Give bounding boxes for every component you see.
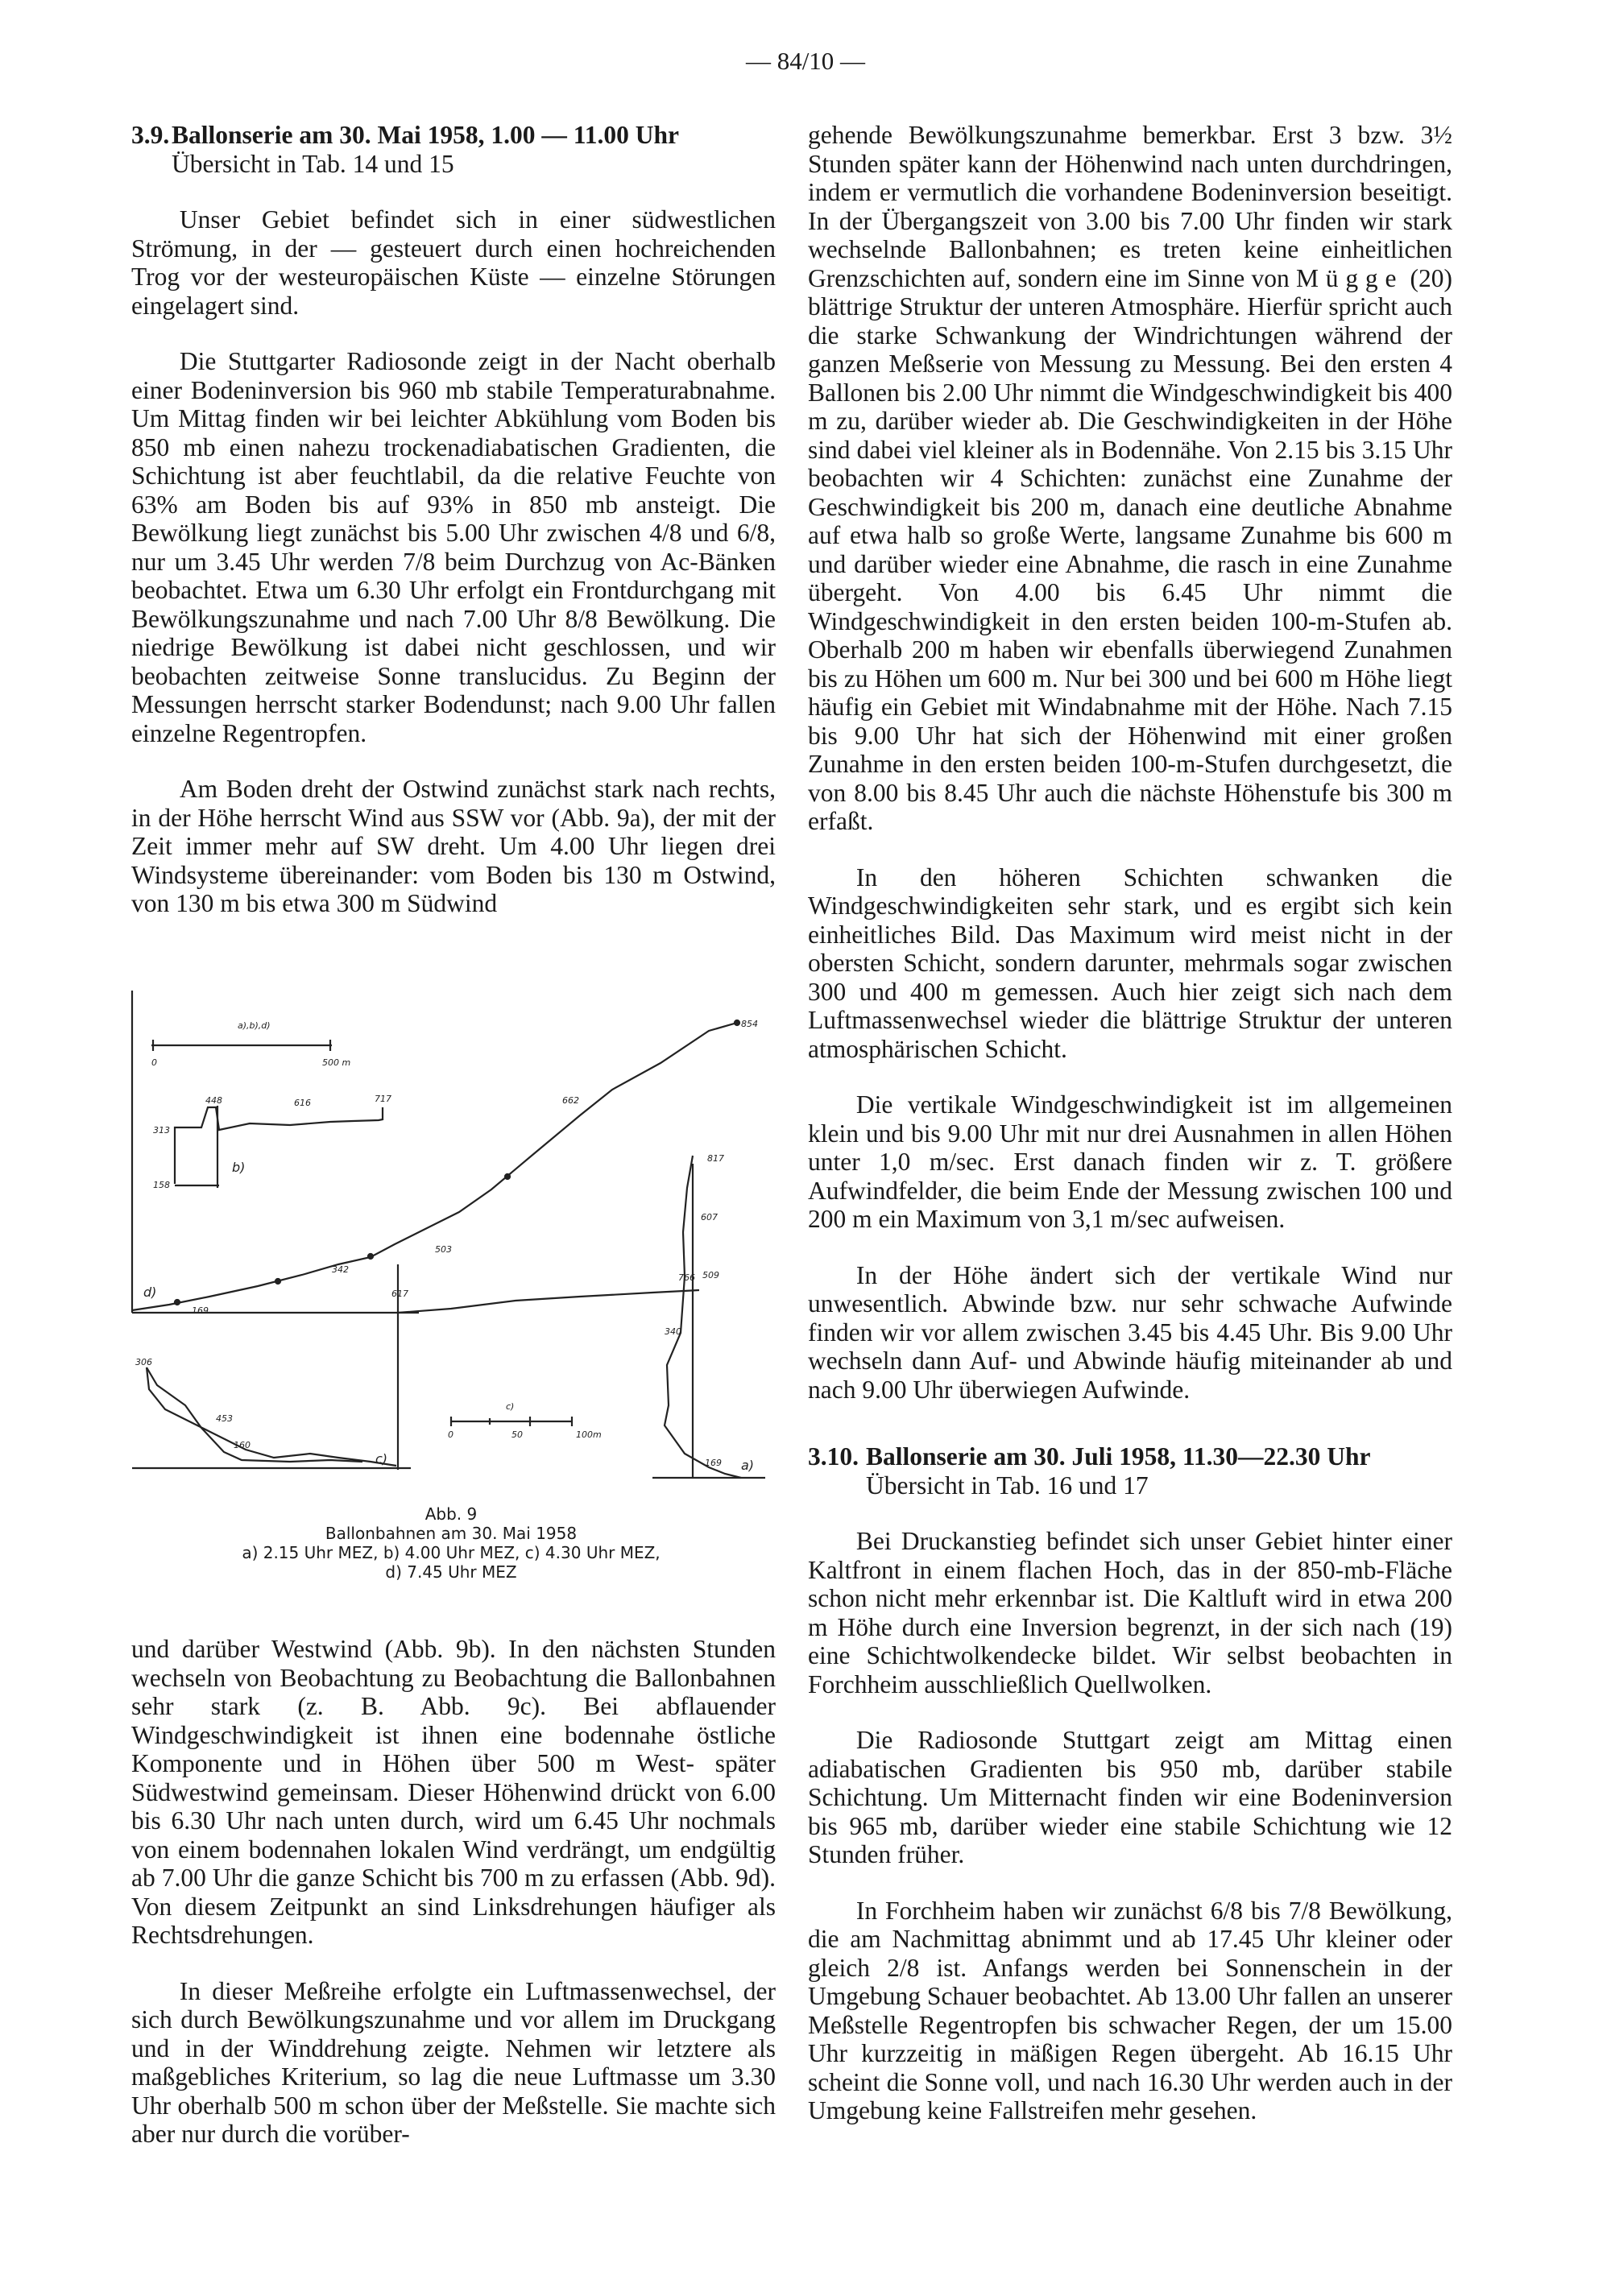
figure-title: Ballonbahnen am 30. Mai 1958 (325, 1524, 578, 1543)
section-number: 3.10. (808, 1442, 859, 1471)
paragraph-text: gehende Bewölkungszunahme bemerkbar. Erst 3 bzw. 3½ Stunden später kann der Höhenwind nach unten durchdringen, indem er vermutlich die vorhandene Bodeninversion beseitigt. In der Übergangszeit von 3.00 bis 7.00 Uhr finden wir stark wechselnde Ballonbahnen; es treten keine einheitlichen Grenzschichten auf, sondern eine im Sinne von (808, 121, 1452, 292)
scale-label: a),b),d) (238, 1020, 271, 1031)
paragraph-text: (20) blättrige Struktur der unteren Atmosphäre. Hierfür spricht auch die starke Schwankung der Windrichtungen während der ganzen Meßserie von Messung zu Messung. Bei den ersten 4 Ballonen bis 2.00 Uhr nimmt die Windgeschwindigkeit bis 400 m zu, darüber wieder ab. Die Geschwindigkeiten in der Höhe sind dabei viel kleiner als in Bodennähe. Von 2.15 bis 3.15 Uhr beobachten wir 4 Schichten: zunächst eine Zunahme der Geschwindigkeit bis 200 m, danach eine deutliche Abnahme auf etwa halb so große Werte, langsame Zunahme bis 600 m und darüber wieder eine Abnahme, die rasch in eine Zunahme übergeht. Von 4.00 bis 6.45 Uhr nimmt die Windgeschwindigkeit in den ersten beiden 100-m-Stufen ab. Oberhalb 200 m haben wir ebenfalls überwiegend Zunahmen bis zu Höhen um 600 m. Nur bei 300 und bei 600 m Höhe liegt häufig ein Gebiet mit Windabnahme mit der Höhe. Nach 7.15 bis 9.00 Uhr hat sich der Höhenwind mit einer großen Zunahme in den ersten beiden 100-m-Stufen durchgesetzt, die von 8.00 bis 8.45 Uhr auch die nächste Höhenstufe bis 300 m erfaßt. (808, 263, 1453, 835)
point-label: 717 (375, 1094, 391, 1104)
section-number: 3.9. (131, 121, 170, 149)
paragraph: In den höheren Schichten schwanken die Windgeschwindigkeiten sehr stark, und es ergibt sich kein einheitliches Bild. Das Maximum wird meist nicht in der obersten Schicht, sondern darunter, mehrmals sogar zwischen 300 und 400 m gemessen. Auch hier zeigt sich nach dem Luftmassenwechsel wieder die blättrige Struktur der unteren atmosphärischen Schicht. (808, 863, 1452, 1063)
left-column-lower (131, 1635, 776, 2176)
point-label: 817 (707, 1153, 724, 1164)
figure-legend-line: a) 2.15 Uhr MEZ, b) 4.00 Uhr MEZ, c) 4.30 Uhr MEZ, (242, 1543, 661, 1562)
author-name: Mügge (1295, 263, 1404, 292)
point-label: 509 (702, 1270, 719, 1280)
point-label: 340 (665, 1326, 681, 1337)
point-label: 158 (153, 1180, 170, 1190)
figure-number: Abb. 9 (424, 1504, 478, 1524)
scale-label: 0 (151, 1057, 157, 1068)
path-label: d) (143, 1285, 157, 1300)
path-label: c) (375, 1451, 388, 1467)
section-3-10-header (808, 1442, 1452, 1500)
paragraph: Die Stuttgarter Radiosonde zeigt in der Nacht oberhalb einer Bodeninversion bis 960 mb stabile Temperaturabnahme. Um Mittag finden wir bei leichter Abkühlung vom Boden bis 850 mb einen nahezu trockenadiabatischen Gradienten, die Schichtung ist aber feuchtlabil, da die relative Feuchte von 63% am Boden bis auf 93% in 850 mb ansteigt. Die Bewölkung liegt zunächst bis 5.00 Uhr zwischen 4/8 und 6/8, nur um 3.45 Uhr werden 7/8 beim Durchzug von Ac-Bänken beobachtet. Etwa um 6.30 Uhr erfolgt ein Frontdurchgang mit Bewölkungszunahme und nach 7.00 Uhr 8/8 Bewölkung. Die niedrige Bewölkung ist dabei nicht geschlossen, und wir beobachten zeitweise Sonne translucidus. Zu Beginn der Messungen herrscht starker Bodendunst; nach 9.00 Uhr fallen einzelne Regentropfen. (131, 347, 776, 747)
scale-label: c) (506, 1401, 515, 1412)
page-number: — 84/10 — (745, 47, 866, 75)
paragraph: Unser Gebiet befindet sich in einer südwestlichen Strömung, in der — gesteuert durch einen hochreichenden Trog vor der westeuropäischen Küste — einzelne Störungen eingelagert sind. (131, 205, 776, 320)
path-label: b) (232, 1160, 246, 1175)
paragraph: Die Radiosonde Stuttgart zeigt am Mittag einen adiabatischen Gradienten bis 950 mb, darüber stabile Schichtung. Um Mitternacht finden wir eine Bodeninversion bis 965 mb, darüber wieder eine stabile Schichtung wie 12 Stunden früher. (808, 1726, 1452, 1868)
section-subheading: Übersicht in Tab. 16 und 17 (866, 1471, 1149, 1500)
figure-balloon-paths (129, 987, 773, 1534)
paragraph: Bei Druckanstieg befindet sich unser Gebiet hinter einer Kaltfront in einem flachen Hoch, das in der 850-mb-Fläche schon nicht mehr erkennbar ist. Die Kaltluft wird in etwa 200 m Höhe durch eine Inversion begrenzt, in der sich nach (19) eine Schichtwolkendecke bildet. Wir selbst beobachten in Forchheim ausschließlich Quellwolken. (808, 1527, 1452, 1698)
point-label: 448 (205, 1095, 222, 1106)
point-label: 607 (701, 1212, 718, 1222)
point-label: 503 (435, 1244, 452, 1255)
left-column (131, 121, 776, 918)
point-label: 160 (234, 1440, 251, 1450)
point-label: 766 (678, 1272, 695, 1283)
point-label: 617 (391, 1289, 408, 1299)
point-label: 342 (332, 1264, 349, 1275)
paragraph: In Forchheim haben wir zunächst 6/8 bis 7/8 Bewölkung, die am Nachmittag abnimmt und ab 17.45 Uhr kleiner oder gleich 2/8 ist. Anfangs werden bei Sonnenschein in der Umgebung Schauer beobachtet. Ab 13.00 Uhr fallen an unserer Meßstelle Regentropfen bis schwacher Regen, der um 15.00 Uhr kurzzeitig in mäßigen Regen übergeht. Ab 16.15 Uhr scheint die Sonne voll, und nach 16.30 Uhr werden auch in der Umgebung keine Fallstreifen mehr gesehen. (808, 1896, 1452, 2124)
point-label: 854 (741, 1019, 758, 1029)
paragraph: In der Höhe ändert sich der vertikale Wind nur unwesentlich. Abwinde bzw. nur sehr schwache Aufwinde finden wir vor allem zwischen 3.45 bis 4.45 Uhr. Bis 9.00 Uhr wechseln dann Auf- und Abwinde häufig miteinander ab und nach 9.00 Uhr überwiegen Aufwinde. (808, 1260, 1452, 1404)
section-subheading: Übersicht in Tab. 14 und 15 (172, 149, 454, 178)
point-label: 169 (705, 1458, 722, 1468)
section-heading: Ballonserie am 30. Mai 1958, 1.00 — 11.00 Uhr (172, 121, 679, 149)
point-label: 616 (294, 1098, 311, 1108)
paragraph: Die vertikale Windgeschwindigkeit ist im allgemeinen klein und bis 9.00 Uhr mit nur drei Ausnahmen in allen Höhen unter 1,0 m/sec. Erst danach finden wir z. T. größere Aufwindfelder, die beim Ende der Messung zwischen 100 und 200 m ein Maximum von 3,1 m/sec aufweisen. (808, 1090, 1452, 1233)
figure-legend-line: d) 7.45 Uhr MEZ (385, 1562, 517, 1582)
paragraph: Am Boden dreht der Ostwind zunächst stark nach rechts, in der Höhe herrscht Wind aus SSW vor (Abb. 9a), der mit der Zeit immer mehr auf SW dreht. Um 4.00 Uhr liegen drei Windsysteme übereinander: vom Boden bis 130 m Ostwind, von 130 m bis etwa 300 m Südwind (131, 775, 776, 917)
point-label: 662 (562, 1095, 579, 1106)
scale-label: 0 (448, 1429, 453, 1440)
point-label: 169 (192, 1305, 209, 1316)
scale-label: 100m (576, 1429, 602, 1440)
section-3-9-header (131, 121, 776, 178)
balloon-paths-labels (129, 987, 773, 1502)
paragraph: und darüber Westwind (Abb. 9b). In den nächsten Stunden wechseln von Beobachtung zu Beobachtung die Ballonbahnen sehr stark (z. B. Abb. 9c). Bei abflauender Windgeschwindigkeit ist ihnen eine bodennahe östliche Komponente und in Höhen über 500 m West- später Südwestwind gemeinsam. Dieser Höhenwind drückt von 6.00 bis 6.30 Uhr nach unten durch, wird um 6.45 Uhr nochmals von einem bodennahen lokalen Wind verdrängt, um endgültig ab 7.00 Uhr die ganze Schicht bis 700 m zu erfassen (Abb. 9d). Von diesem Zeitpunkt an sind Linksdrehungen häufiger als Rechtsdrehungen. (131, 1635, 776, 1949)
right-column (808, 121, 1452, 2153)
paragraph (808, 121, 1452, 836)
paragraph: In dieser Meßreihe erfolgte ein Luftmassenwechsel, der sich durch Bewölkungszunahme und vor allem im Druckgang und in der Winddrehung zeigte. Nehmen wir letztere als maßgebliches Kriterium, so lag die neue Luftmasse um 3.30 Uhr oberhalb 500 m schon über der Meßstelle. Sie machte sich aber nur durch die vorüber- (131, 1976, 776, 2148)
path-label: a) (741, 1458, 755, 1473)
point-label: 306 (135, 1357, 152, 1367)
point-label: 313 (153, 1125, 170, 1136)
scale-label: 500 m (322, 1057, 351, 1068)
figure-caption (129, 1504, 773, 1582)
section-heading: Ballonserie am 30. Juli 1958, 11.30—22.30 Uhr (866, 1442, 1371, 1471)
point-label: 453 (216, 1413, 233, 1424)
scale-label: 50 (511, 1429, 523, 1440)
